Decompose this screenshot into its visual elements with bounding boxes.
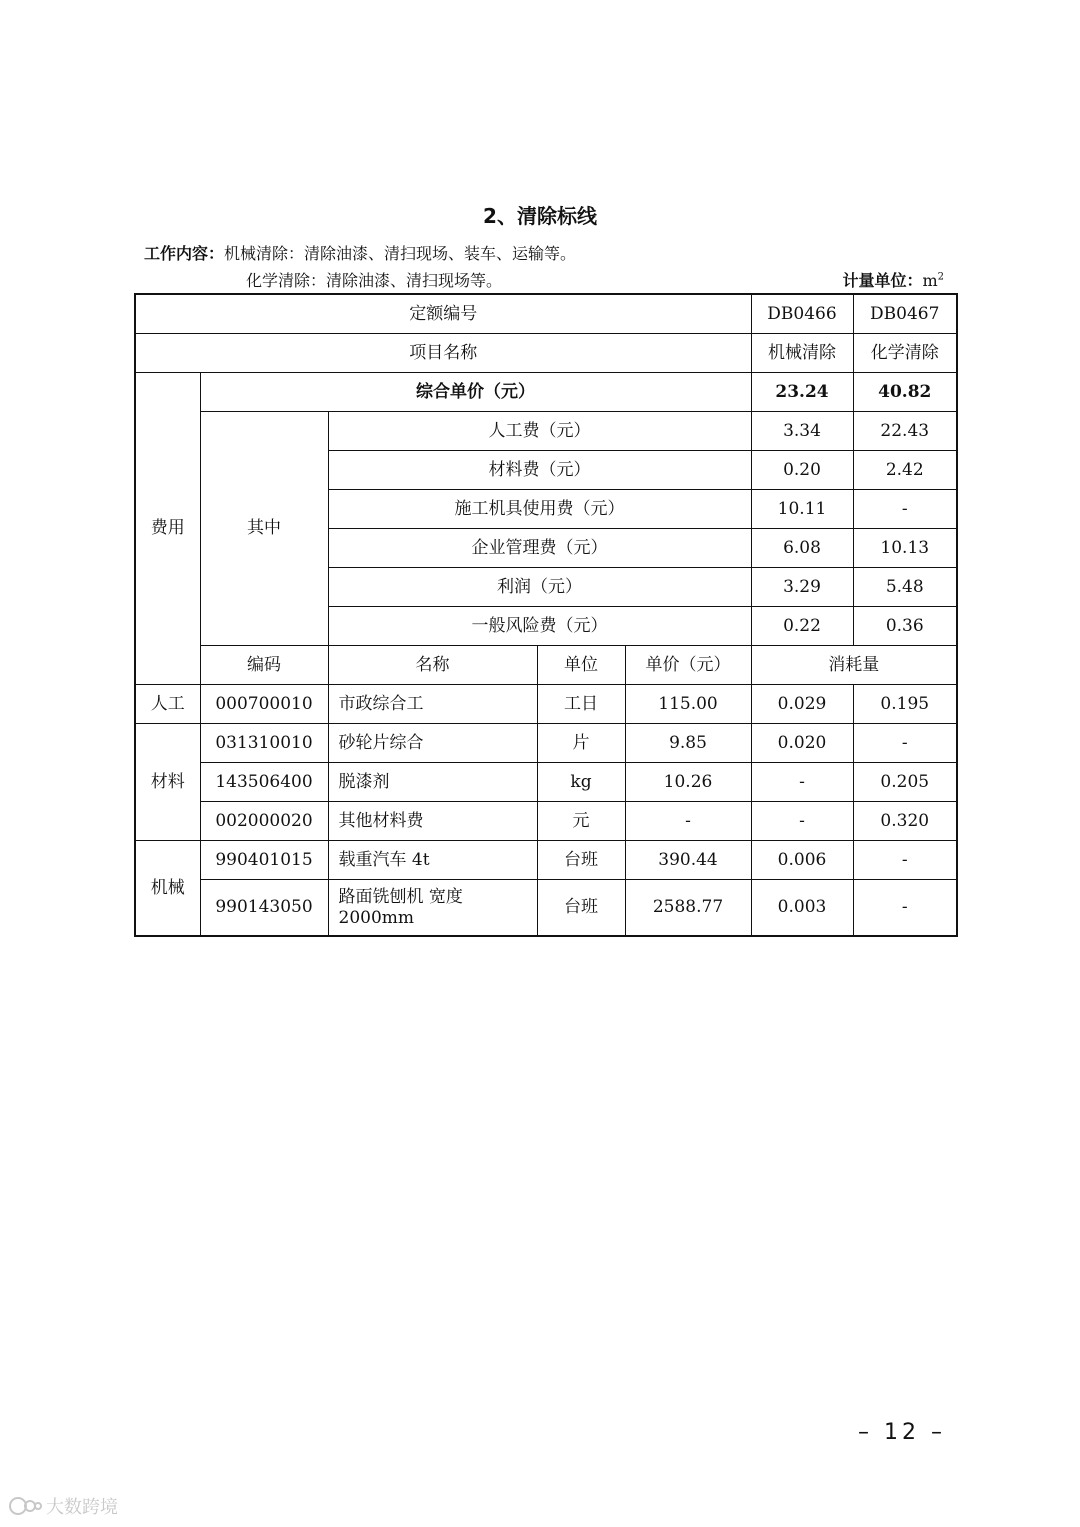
unit-superscript: 2 bbox=[937, 271, 944, 283]
quota-code-1: DB0466 bbox=[751, 294, 853, 334]
group-label-labor: 人工 bbox=[135, 685, 200, 724]
row-name: 砂轮片综合 bbox=[328, 724, 537, 763]
row-consumption-1: 0.029 bbox=[751, 685, 853, 724]
cost-row bbox=[135, 412, 957, 451]
composite-price-label: 综合单价（元） bbox=[200, 373, 751, 412]
work-content-line-1 bbox=[144, 241, 576, 264]
cost-row-value-2: 2.42 bbox=[853, 451, 957, 490]
page-number: – 12 – bbox=[858, 1420, 946, 1445]
composite-price-1: 23.24 bbox=[751, 373, 853, 412]
work-content-chemical: 化学清除：清除油漆、清扫现场等。 bbox=[246, 271, 503, 290]
table-row bbox=[135, 685, 957, 724]
row-name: 载重汽车 4t bbox=[328, 841, 537, 880]
quota-table bbox=[134, 293, 958, 937]
cost-row-value-2: 0.36 bbox=[853, 607, 957, 646]
row-consumption-2: 0.205 bbox=[853, 763, 957, 802]
row-consumption-1: 0.006 bbox=[751, 841, 853, 880]
row-unit: 工日 bbox=[537, 685, 625, 724]
table-row bbox=[135, 841, 957, 880]
row-code: 000700010 bbox=[200, 685, 328, 724]
item-name-2: 化学清除 bbox=[853, 334, 957, 373]
row-unit: kg bbox=[537, 763, 625, 802]
cost-row-value-1: 3.29 bbox=[751, 568, 853, 607]
quota-code-label: 定额编号 bbox=[135, 294, 751, 334]
cost-row-label: 利润（元） bbox=[328, 568, 751, 607]
cost-row-label: 材料费（元） bbox=[328, 451, 751, 490]
row-consumption-2: - bbox=[853, 880, 957, 937]
cost-row-value-1: 3.34 bbox=[751, 412, 853, 451]
row-name: 市政综合工 bbox=[328, 685, 537, 724]
group-label-machinery: 机械 bbox=[135, 841, 200, 937]
row-unit: 台班 bbox=[537, 841, 625, 880]
detail-header-row bbox=[135, 646, 957, 685]
cost-row-value-2: 10.13 bbox=[853, 529, 957, 568]
row-price: 390.44 bbox=[625, 841, 751, 880]
row-code: 143506400 bbox=[200, 763, 328, 802]
row-code: 990401015 bbox=[200, 841, 328, 880]
cost-row-label: 人工费（元） bbox=[328, 412, 751, 451]
row-name: 路面铣刨机 宽度2000mm bbox=[328, 880, 537, 937]
row-price: 10.26 bbox=[625, 763, 751, 802]
row-code: 990143050 bbox=[200, 880, 328, 937]
cost-row-label: 企业管理费（元） bbox=[328, 529, 751, 568]
row-name: 脱漆剂 bbox=[328, 763, 537, 802]
composite-price-row bbox=[135, 373, 957, 412]
row-consumption-1: - bbox=[751, 763, 853, 802]
row-price: 2588.77 bbox=[625, 880, 751, 937]
row-price: 115.00 bbox=[625, 685, 751, 724]
header-consumption: 消耗量 bbox=[751, 646, 957, 685]
row-name: 其他材料费 bbox=[328, 802, 537, 841]
row-consumption-2: - bbox=[853, 724, 957, 763]
row-code: 031310010 bbox=[200, 724, 328, 763]
cost-row-label: 施工机具使用费（元） bbox=[328, 490, 751, 529]
item-name-1: 机械清除 bbox=[751, 334, 853, 373]
header-price: 单价（元） bbox=[625, 646, 751, 685]
row-consumption-2: 0.195 bbox=[853, 685, 957, 724]
row-consumption-1: 0.003 bbox=[751, 880, 853, 937]
header-name: 名称 bbox=[328, 646, 537, 685]
item-name-row bbox=[135, 334, 957, 373]
work-content-mechanical: 机械清除：清除油漆、清扫现场、装车、运输等。 bbox=[224, 244, 577, 263]
watermark-logo-icon bbox=[8, 1495, 42, 1517]
watermark-text: 大数跨境 bbox=[46, 1497, 118, 1518]
row-unit: 片 bbox=[537, 724, 625, 763]
cost-label: 费用 bbox=[135, 373, 200, 685]
header-code: 编码 bbox=[200, 646, 328, 685]
row-consumption-2: 0.320 bbox=[853, 802, 957, 841]
row-price: 9.85 bbox=[625, 724, 751, 763]
cost-row-value-1: 6.08 bbox=[751, 529, 853, 568]
group-label-material: 材料 bbox=[135, 724, 200, 841]
cost-row-label: 一般风险费（元） bbox=[328, 607, 751, 646]
row-price: - bbox=[625, 802, 751, 841]
watermark bbox=[8, 1493, 118, 1519]
row-unit: 台班 bbox=[537, 880, 625, 937]
work-content-label: 工作内容： bbox=[144, 244, 225, 263]
cost-row-value-1: 10.11 bbox=[751, 490, 853, 529]
row-consumption-1: 0.020 bbox=[751, 724, 853, 763]
item-name-label: 项目名称 bbox=[135, 334, 751, 373]
row-unit: 元 bbox=[537, 802, 625, 841]
unit-value: m bbox=[922, 271, 938, 290]
cost-row-value-2: 5.48 bbox=[853, 568, 957, 607]
among-label: 其中 bbox=[200, 412, 328, 646]
header-unit: 单位 bbox=[537, 646, 625, 685]
row-consumption-2: - bbox=[853, 841, 957, 880]
measurement-unit bbox=[842, 268, 944, 291]
cost-row-value-1: 0.20 bbox=[751, 451, 853, 490]
table-row bbox=[135, 880, 957, 937]
page-title: 2、清除标线 bbox=[483, 204, 597, 228]
quota-code-row bbox=[135, 294, 957, 334]
cost-row-value-1: 0.22 bbox=[751, 607, 853, 646]
cost-row-value-2: - bbox=[853, 490, 957, 529]
table-row bbox=[135, 802, 957, 841]
row-consumption-1: - bbox=[751, 802, 853, 841]
quota-code-2: DB0467 bbox=[853, 294, 957, 334]
table-row bbox=[135, 763, 957, 802]
row-code: 002000020 bbox=[200, 802, 328, 841]
cost-row-value-2: 22.43 bbox=[853, 412, 957, 451]
composite-price-2: 40.82 bbox=[853, 373, 957, 412]
unit-label: 计量单位： bbox=[842, 271, 923, 290]
table-row bbox=[135, 724, 957, 763]
